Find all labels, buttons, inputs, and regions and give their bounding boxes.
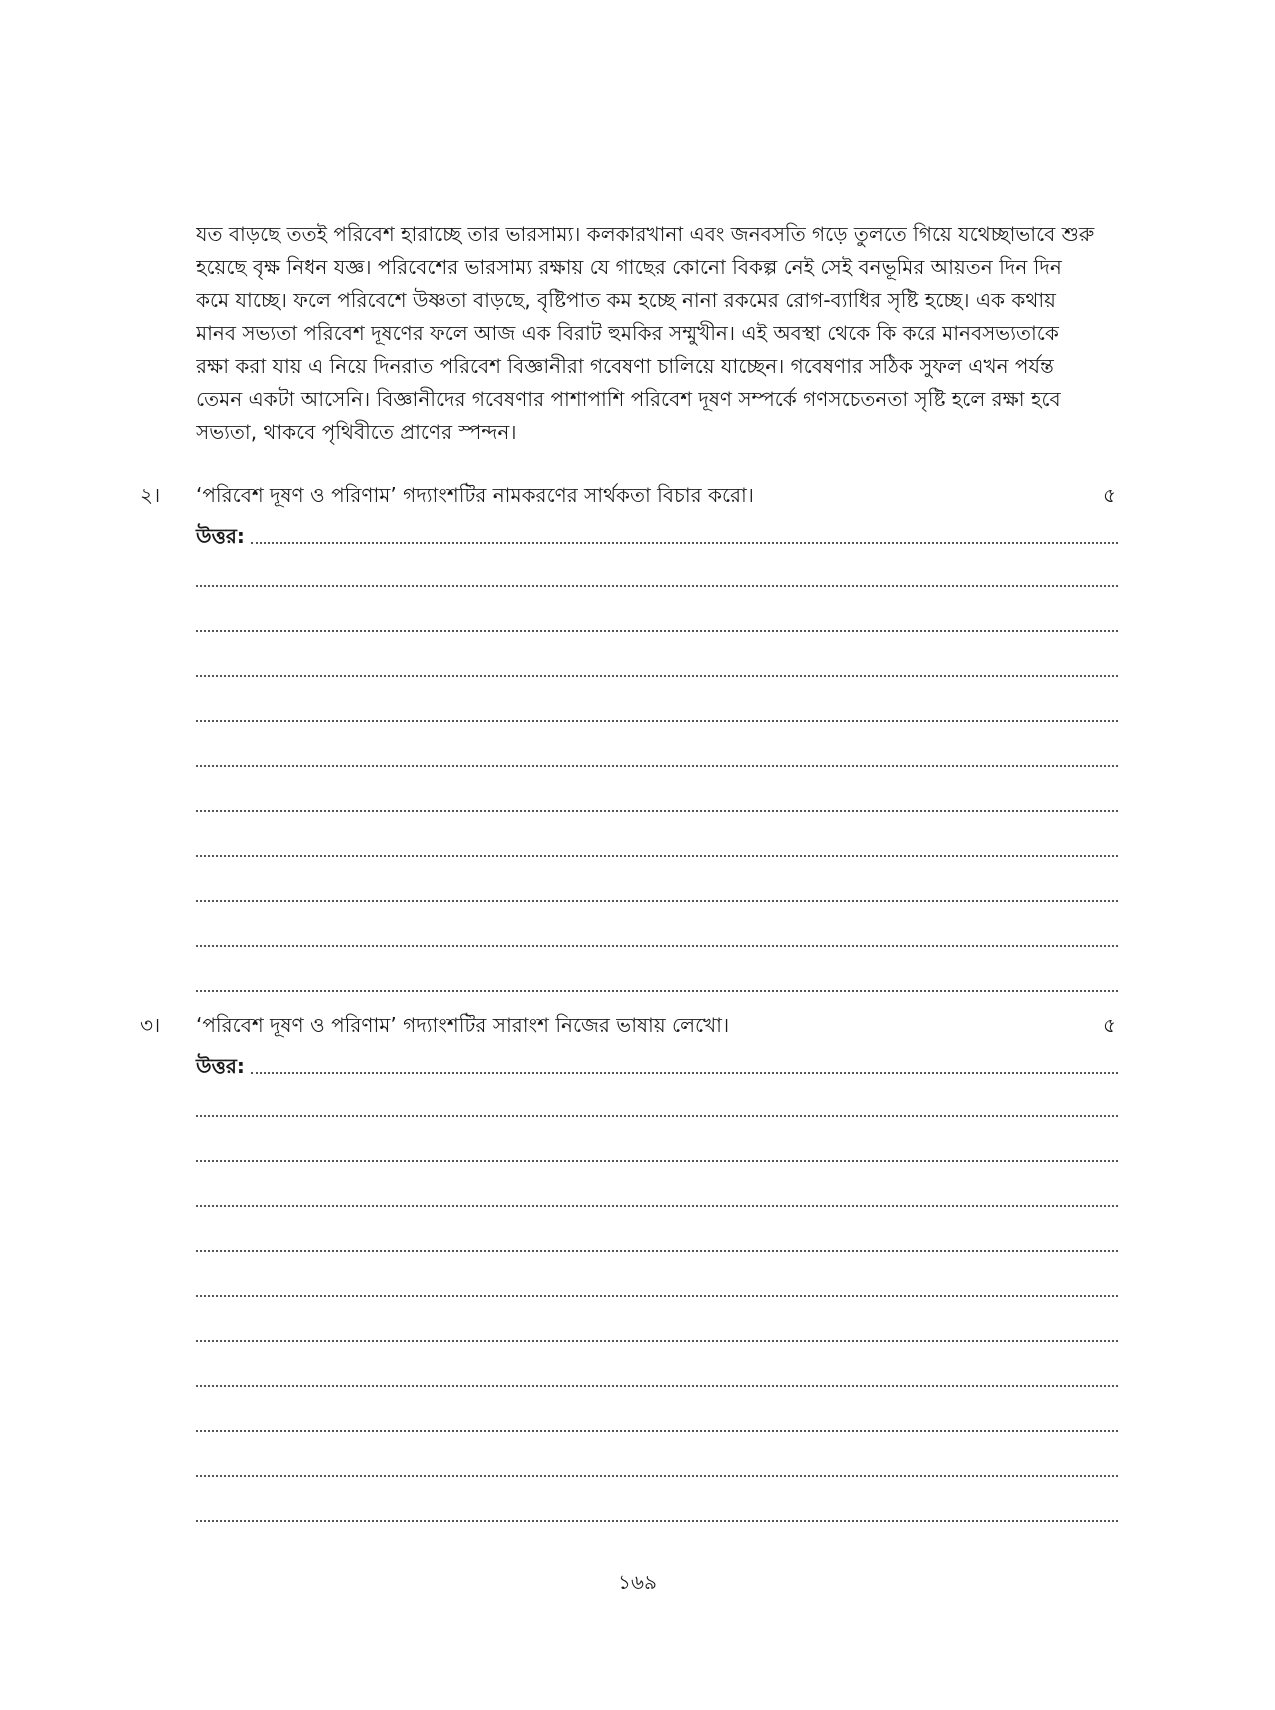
passage-line: যত বাড়ছে ততই পরিবেশ হারাচ্ছে তার ভারসাম্য। কলকারখানা এবং জনবসতি গড়ে তুলতে গিয়ে যথেচ্ছাভাবে শুরু — [196, 222, 1095, 246]
answer-2-line[interactable] — [196, 585, 1118, 587]
answer-2-line[interactable] — [196, 855, 1118, 857]
answer-2-line[interactable] — [196, 945, 1118, 947]
question-marks: ৫ — [1103, 1013, 1116, 1037]
passage-line: তেমন একটা আসেনি। বিজ্ঞানীদের গবেষণার পাশাপাশি পরিবেশ দূষণ সম্পর্কে গণসচেতনতা সৃষ্টি হলে রক্ষা হবে — [196, 387, 1061, 411]
answer-2-line[interactable] — [196, 765, 1118, 767]
answer-3-line[interactable] — [196, 1520, 1118, 1522]
answer-3-line[interactable] — [196, 1385, 1118, 1387]
question-marks: ৫ — [1103, 483, 1116, 507]
answer-3-line[interactable] — [196, 1340, 1118, 1342]
answer-2-first-line[interactable] — [196, 521, 1118, 551]
question-2 — [0, 478, 1275, 512]
answer-2-line[interactable] — [196, 990, 1118, 992]
question-row — [0, 1008, 1275, 1042]
passage-line: হয়েছে বৃক্ষ নিধন যজ্ঞ। পরিবেশের ভারসাম্য রক্ষায় যে গাছের কোনো বিকল্প নেই সেই বনভূমির আয়তন দিন দিন — [196, 255, 1062, 279]
answer-dotted-line[interactable] — [251, 1072, 1118, 1074]
answer-dotted-line[interactable] — [251, 542, 1118, 544]
answer-3-first-line[interactable] — [196, 1051, 1118, 1081]
answer-3-line[interactable] — [196, 1475, 1118, 1477]
question-number: ২। — [140, 483, 161, 507]
passage-text — [196, 218, 1116, 449]
answer-3-line[interactable] — [196, 1115, 1118, 1117]
answer-label: উত্তর: — [196, 1054, 245, 1078]
page-number: ১৬৯ — [618, 1570, 657, 1594]
answer-2-line[interactable] — [196, 630, 1118, 632]
answer-label: উত্তর: — [196, 524, 245, 548]
answer-2-line[interactable] — [196, 675, 1118, 677]
answer-3-line[interactable] — [196, 1250, 1118, 1252]
question-3 — [0, 1008, 1275, 1042]
answer-2-line[interactable] — [196, 810, 1118, 812]
answer-3-line[interactable] — [196, 1430, 1118, 1432]
passage-line: রক্ষা করা যায় এ নিয়ে দিনরাত পরিবেশ বিজ্ঞানীরা গবেষণা চালিয়ে যাচ্ছেন। গবেষণার সঠিক সুফল এখন পর্যন্ত — [196, 354, 1054, 378]
question-number: ৩। — [140, 1013, 161, 1037]
passage-line: মানব সভ্যতা পরিবেশ দূষণের ফলে আজ এক বিরাট হুমকির সম্মুখীন। এই অবস্থা থেকে কি করে মানবসভ্যতাকে — [196, 321, 1059, 345]
question-row — [0, 478, 1275, 512]
passage-line: কমে যাচ্ছে। ফলে পরিবেশে উষ্ণতা বাড়ছে, বৃষ্টিপাত কম হচ্ছে নানা রকমের রোগ-ব্যাধির সৃষ্টি হচ্ছে। এক কথায় — [196, 288, 1056, 312]
answer-3-line[interactable] — [196, 1160, 1118, 1162]
answer-3-line[interactable] — [196, 1205, 1118, 1207]
answer-3-line[interactable] — [196, 1295, 1118, 1297]
answer-2-line[interactable] — [196, 900, 1118, 902]
question-text: ‘পরিবেশ দূষণ ও পরিণাম’ গদ্যাংশটির নামকরণের সার্থকতা বিচার করো। — [196, 483, 754, 507]
answer-2-line[interactable] — [196, 720, 1118, 722]
passage-line: সভ্যতা, থাকবে পৃথিবীতে প্রাণের স্পন্দন। — [196, 420, 517, 444]
question-text: ‘পরিবেশ দূষণ ও পরিণাম’ গদ্যাংশটির সারাংশ নিজের ভাষায় লেখো। — [196, 1013, 730, 1037]
